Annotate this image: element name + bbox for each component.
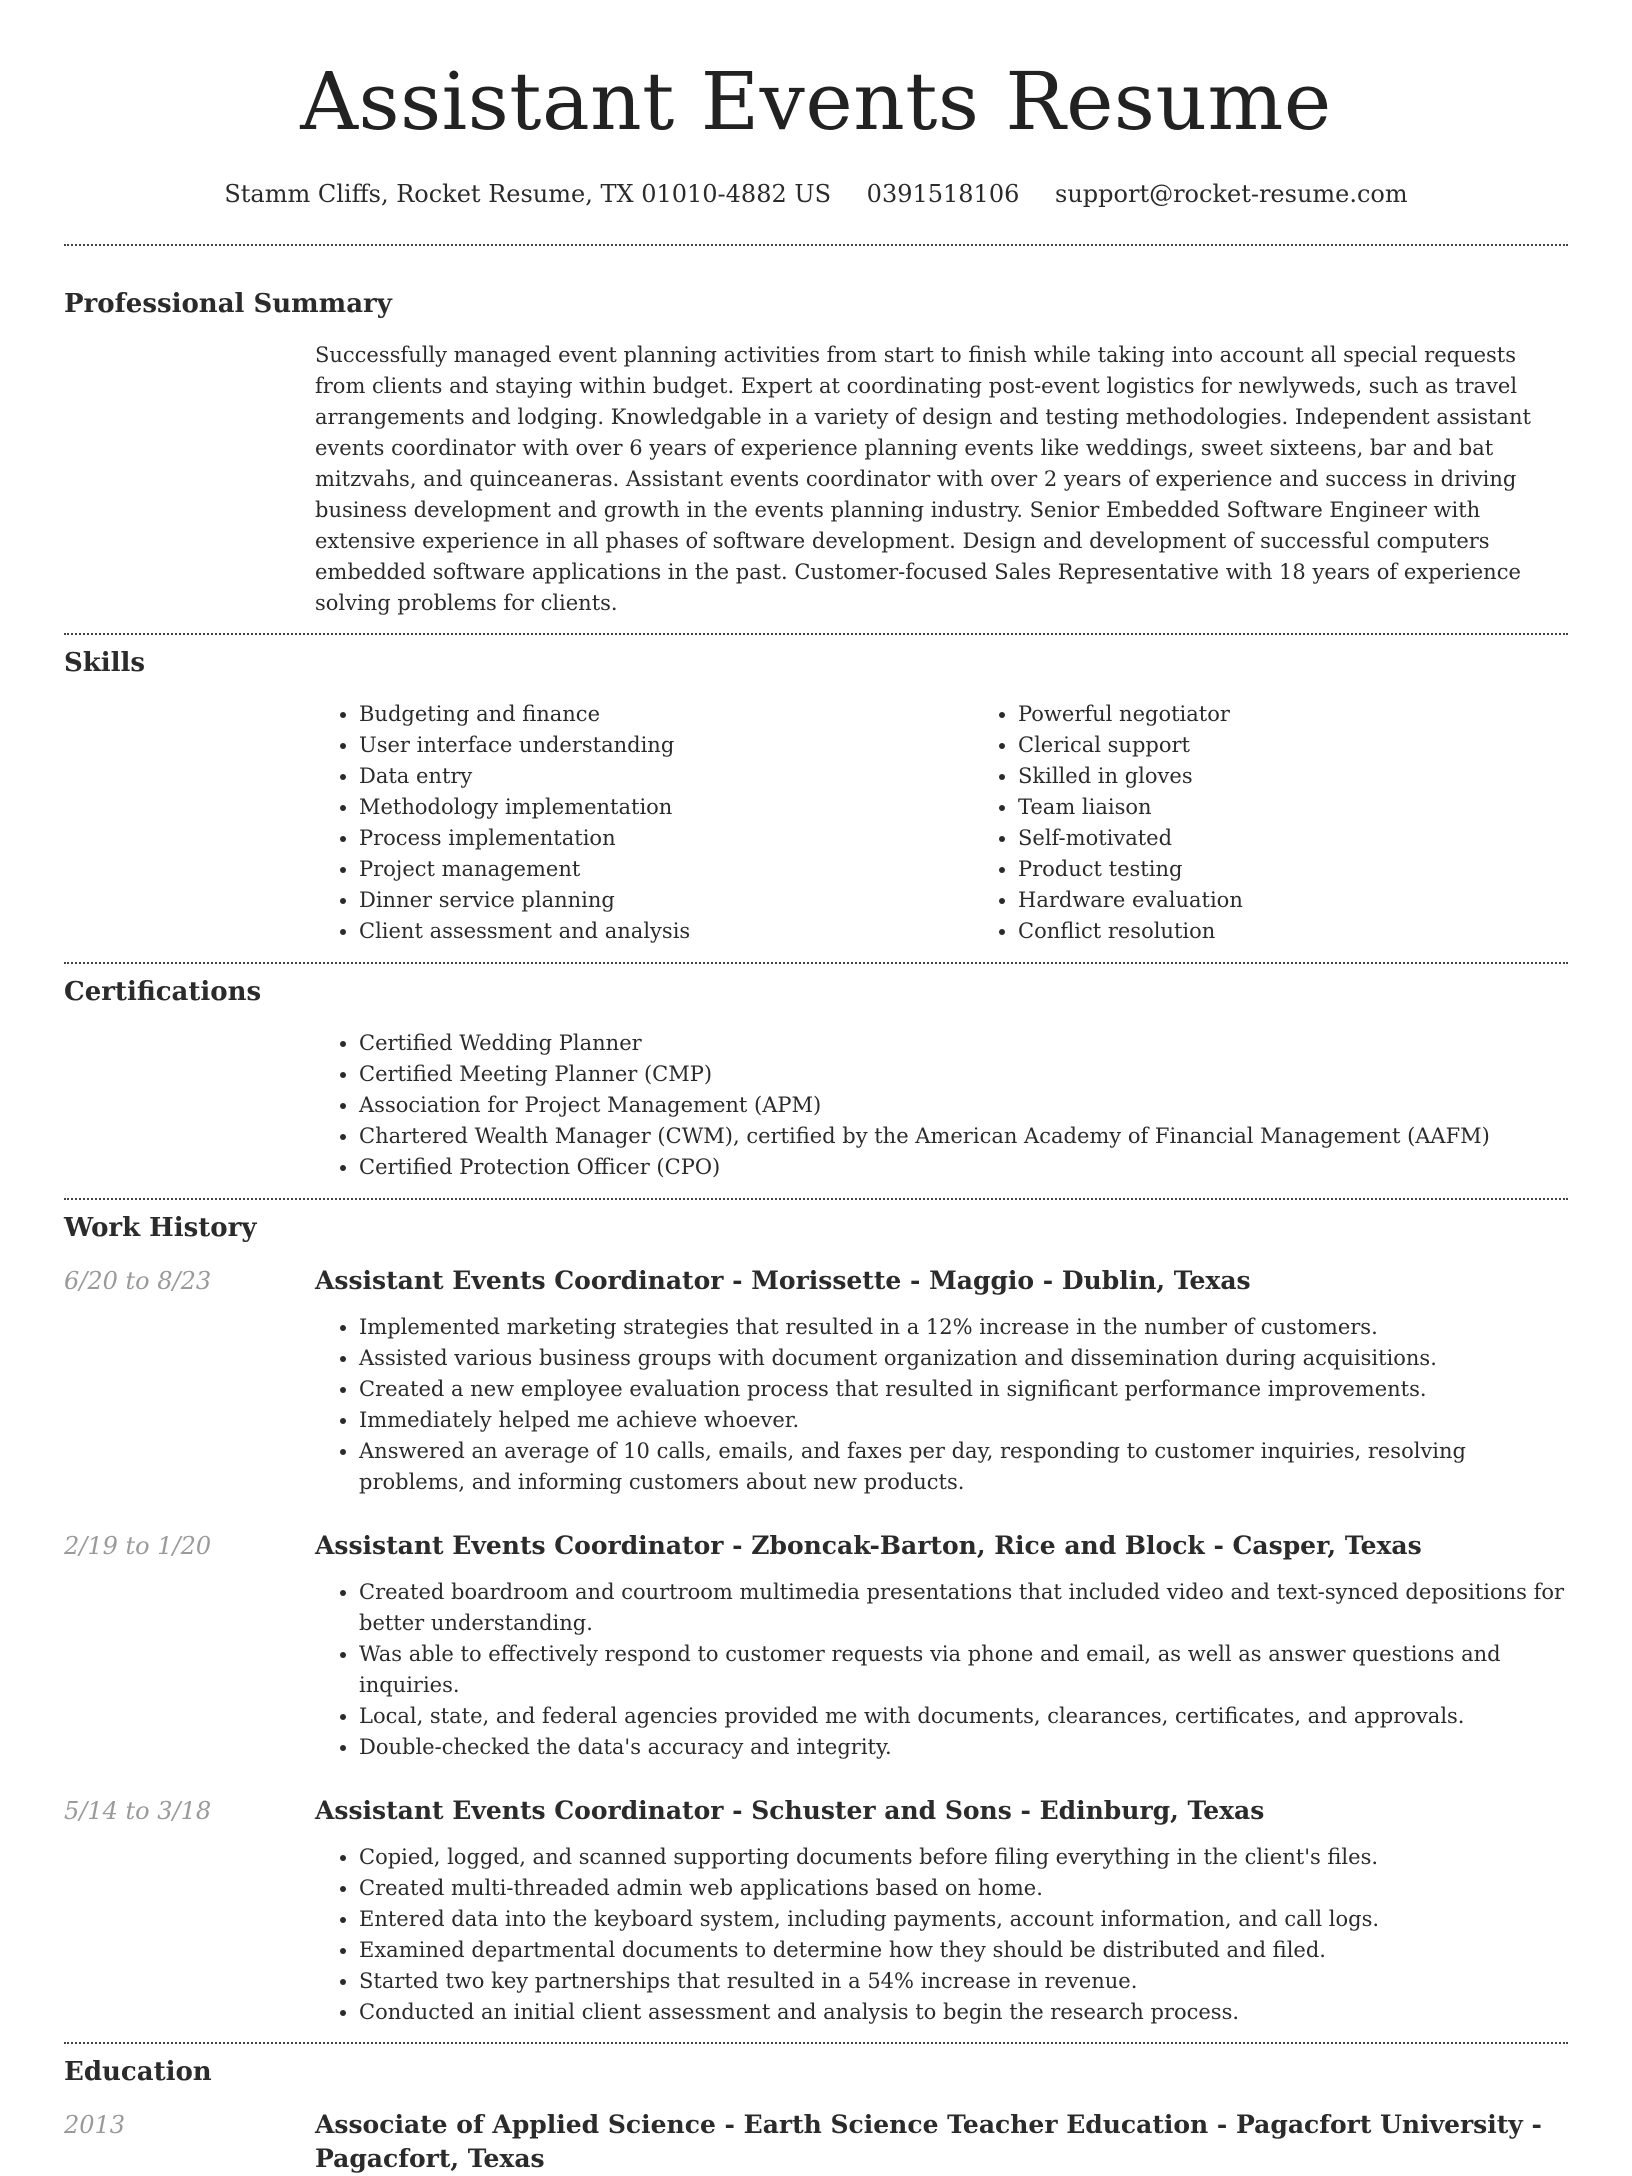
job-title: Assistant Events Coordinator - Morissette - Maggio - Dublin, Texas [315, 1266, 1251, 1295]
skill-item: • User interface understanding [359, 730, 974, 761]
job-bullet: • Created a new employee evaluation process that resulted in significant performance improvements. [359, 1374, 1568, 1405]
skill-item: • Team liaison [1018, 792, 1632, 823]
skill-item: • Dinner service planning [359, 885, 974, 916]
skills-section [64, 645, 1568, 947]
job-title: Assistant Events Coordinator - Schuster and Sons - Edinburg, Texas [315, 1796, 1265, 1825]
skill-item: • Clerical support [1018, 730, 1632, 761]
divider [64, 633, 1568, 635]
contact-address: Stamm Cliffs, Rocket Resume, TX 01010-4882 US [224, 180, 832, 208]
divider [64, 1198, 1568, 1200]
education-body [315, 2108, 1568, 2176]
job-bullets [315, 1312, 1568, 1498]
job-bullet: • Copied, logged, and scanned supporting documents before filing everything in the client's files. [359, 1842, 1568, 1873]
skills-list-left [315, 699, 974, 947]
job-bullet: • Double-checked the data's accuracy and integrity. [359, 1732, 1568, 1763]
skill-item: • Skilled in gloves [1018, 761, 1632, 792]
job-bullet: • Implemented marketing strategies that resulted in a 12% increase in the number of customers. [359, 1312, 1568, 1343]
job-bullet: • Entered data into the keyboard system, including payments, account information, and call logs. [359, 1904, 1568, 1935]
job-bullet: • Was able to effectively respond to customer requests via phone and email, as well as answer questions and inquiries. [359, 1639, 1568, 1701]
skill-item: • Budgeting and finance [359, 699, 974, 730]
job-bullets [315, 1577, 1568, 1763]
job-dates: 2/19 to 1/20 [64, 1532, 212, 1560]
divider [64, 962, 1568, 964]
job-list [64, 1264, 1568, 2028]
contact-email: support@rocket-resume.com [1055, 180, 1408, 208]
job-dates: 5/14 to 3/18 [64, 1797, 212, 1825]
certification-item: • Certified Wedding Planner [359, 1028, 1568, 1059]
skill-item: • Conflict resolution [1018, 916, 1632, 947]
job-bullet: • Local, state, and federal agencies provided me with documents, clearances, certificates, and approvals. [359, 1701, 1568, 1732]
certifications-body [315, 1028, 1568, 1183]
job-bullet: • Started two key partnerships that resulted in a 54% increase in revenue. [359, 1966, 1568, 1997]
skill-item: • Methodology implementation [359, 792, 974, 823]
job-bullet: • Conducted an initial client assessment and analysis to begin the research process. [359, 1997, 1568, 2028]
skill-item: • Project management [359, 854, 974, 885]
skill-item: • Product testing [1018, 854, 1632, 885]
job-body [315, 1264, 1568, 1498]
job-bullet: • Immediately helped me achieve whoever. [359, 1405, 1568, 1436]
skill-item: • Hardware evaluation [1018, 885, 1632, 916]
resume-title: Assistant Events Resume [300, 55, 1332, 148]
skills-left-spacer [64, 699, 315, 947]
skill-item: • Data entry [359, 761, 974, 792]
education-year: 2013 [64, 2111, 126, 2139]
job-entry [64, 1529, 1568, 1763]
education-section [64, 2054, 1568, 2176]
certification-item: • Certified Meeting Planner (CMP) [359, 1059, 1568, 1090]
certifications-list [315, 1028, 1568, 1183]
certification-item: • Certified Protection Officer (CPO) [359, 1152, 1568, 1183]
skills-row [64, 699, 1568, 947]
certifications-left-spacer [64, 1028, 315, 1183]
contact-line [64, 178, 1568, 210]
section-title-work: Work History [64, 1213, 257, 1243]
job-entry [64, 1794, 1568, 2028]
job-header-row [64, 1264, 1568, 1498]
work-section [64, 1210, 1568, 2028]
job-header-row [64, 1529, 1568, 1763]
summary-row [64, 340, 1568, 619]
summary-body [315, 340, 1568, 619]
job-bullet: • Examined departmental documents to determine how they should be distributed and filed. [359, 1935, 1568, 1966]
certifications-row [64, 1028, 1568, 1183]
job-title: Assistant Events Coordinator - Zboncak-Barton, Rice and Block - Casper, Texas [315, 1531, 1422, 1560]
education-list [64, 2108, 1568, 2176]
job-bullet: • Created multi-threaded admin web applications based on home. [359, 1873, 1568, 1904]
certification-item: • Chartered Wealth Manager (CWM), certified by the American Academy of Financial Management (AAFM) [359, 1121, 1568, 1152]
job-header-row [64, 1794, 1568, 2028]
job-dates: 6/20 to 8/23 [64, 1267, 212, 1295]
section-title-education: Education [64, 2057, 212, 2087]
job-bullets [315, 1842, 1568, 2028]
job-body [315, 1529, 1568, 1763]
section-title-summary: Professional Summary [64, 289, 392, 319]
summary-section [64, 286, 1568, 619]
education-entry [64, 2108, 1568, 2176]
job-bullet: • Answered an average of 10 calls, emails, and faxes per day, responding to customer inquiries, resolving problems, and informing customers about new products. [359, 1436, 1568, 1498]
skill-item: • Powerful negotiator [1018, 699, 1632, 730]
skills-list-right [974, 699, 1632, 947]
divider [64, 244, 1568, 246]
job-bullet: • Created boardroom and courtroom multimedia presentations that included video and text-synced depositions for better understanding. [359, 1577, 1568, 1639]
summary-text: Successfully managed event planning activities from start to finish while taking into account all special requests from clients and staying within budget. Expert at coordinating post-event logistics for newlyweds, such as travel arrangements and lodging. Knowledgable in a variety of design and testing methodologies. Independent assistant events coordinator with over 6 years of experience planning events like weddings, sweet sixteens, bar and bat mitzvahs, and quinceaneras. Assistant events coordinator with over 2 years of experience and success in driving business development and growth in the events planning industry. Senior Embedded Software Engineer with extensive experience in all phases of software development. Design and development of successful computers embedded software applications in the past. Customer-focused Sales Representative with 18 years of experience solving problems for clients. [315, 343, 1531, 615]
section-title-skills: Skills [64, 648, 146, 678]
summary-left-spacer [64, 340, 315, 619]
skill-item: • Self-motivated [1018, 823, 1632, 854]
skill-item: • Process implementation [359, 823, 974, 854]
divider [64, 2042, 1568, 2044]
certifications-section [64, 974, 1568, 1183]
skills-columns [315, 699, 1632, 947]
job-body [315, 1794, 1568, 2028]
education-title: Associate of Applied Science - Earth Science Teacher Education - Pagacfort University - Pagacfort, Texas [315, 2110, 1542, 2173]
contact-phone: 0391518106 [866, 180, 1020, 208]
job-bullet: • Assisted various business groups with document organization and dissemination during acquisitions. [359, 1343, 1568, 1374]
certification-item: • Association for Project Management (APM) [359, 1090, 1568, 1121]
skill-item: • Client assessment and analysis [359, 916, 974, 947]
section-title-certifications: Certifications [64, 977, 262, 1007]
job-entry [64, 1264, 1568, 1498]
